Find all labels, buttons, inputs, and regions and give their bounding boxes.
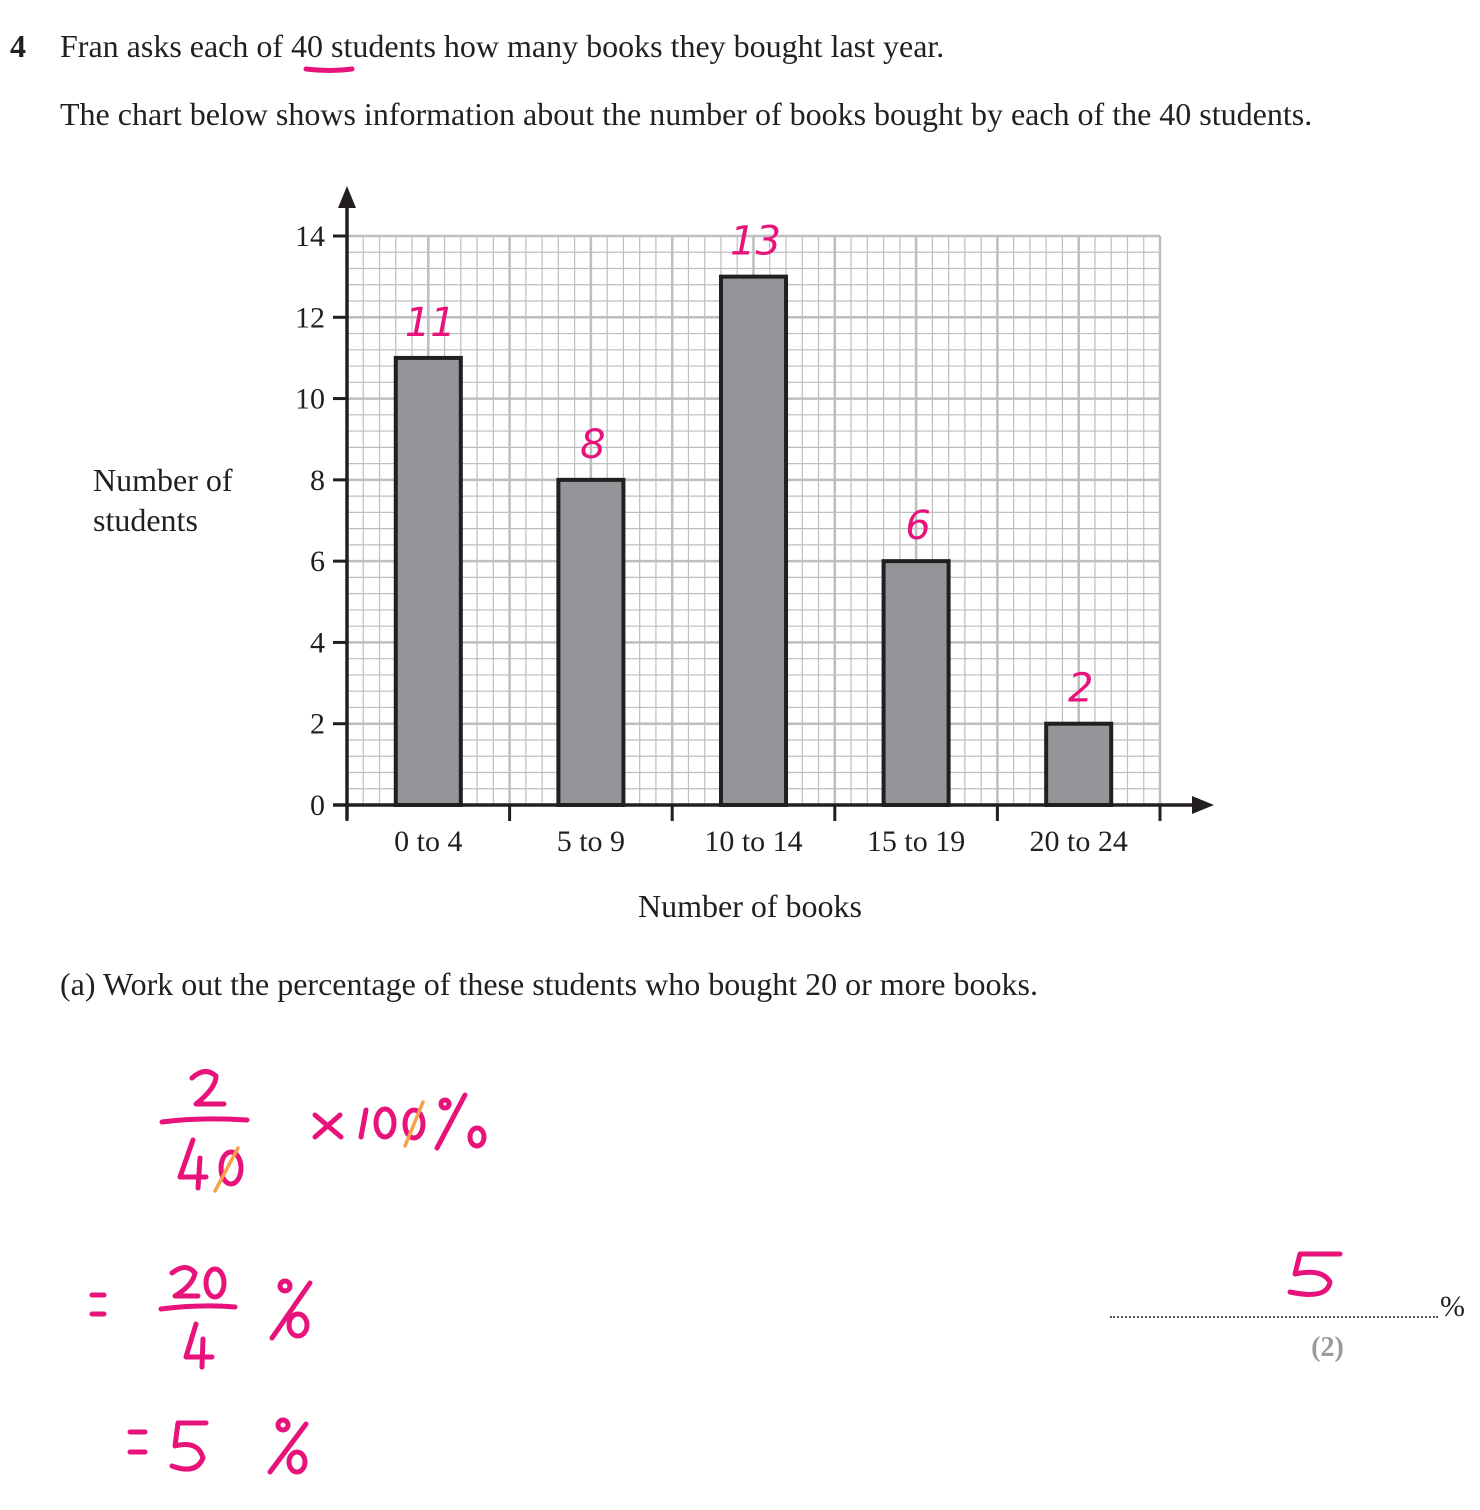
x-tick-label: 0 to 4 xyxy=(394,825,463,858)
question-description: The chart below shows information about the number of books bought by each of the 40 students. xyxy=(60,96,1313,132)
handwritten-working-step3 xyxy=(130,1420,306,1472)
y-tick-label: 2 xyxy=(310,707,325,741)
part-a-question: (a) Work out the percentage of these students who bought 20 or more books. xyxy=(60,966,1038,1002)
handwritten-bar-label: 6 xyxy=(905,503,931,550)
question-number: 4 xyxy=(10,28,26,64)
y-tick-label: 14 xyxy=(295,220,325,253)
y-tick-label: 10 xyxy=(295,382,325,416)
handwritten-working-step2 xyxy=(92,1268,310,1368)
marks-label: (2) xyxy=(1311,1332,1344,1363)
x-axis-label: Number of books xyxy=(638,888,862,924)
bar-0-to-4 xyxy=(396,358,461,805)
y-tick-label: 4 xyxy=(310,626,325,660)
x-tick-label: 10 to 14 xyxy=(704,825,803,858)
bar-5-to-9 xyxy=(558,480,623,805)
handwritten-bar-label: 13 xyxy=(730,218,781,265)
y-tick-label: 8 xyxy=(310,463,325,497)
bar-10-to-14 xyxy=(721,277,786,805)
y-axis-label: Number of students xyxy=(93,462,233,538)
handwritten-underline xyxy=(306,69,352,71)
bar-20-to-24 xyxy=(1046,724,1111,805)
handwritten-bar-label: 2 xyxy=(1067,665,1094,712)
x-axis-arrow xyxy=(1192,796,1214,814)
handwritten-bar-label: 11 xyxy=(404,299,456,346)
x-tick-label: 20 to 24 xyxy=(1029,825,1128,858)
question-intro: Fran asks each of 40 students how many books they bought last year. xyxy=(60,28,945,64)
y-tick-label: 0 xyxy=(310,789,325,822)
bar-15-to-19 xyxy=(884,561,949,805)
percent-sign: % xyxy=(1440,1290,1465,1323)
handwritten-working-fraction xyxy=(162,1071,484,1191)
answer-line xyxy=(1110,1316,1438,1318)
handwritten-bar-label: 8 xyxy=(580,421,606,468)
y-tick-label: 12 xyxy=(295,301,325,335)
x-tick-label: 15 to 19 xyxy=(866,825,966,858)
x-tick-label: 5 to 9 xyxy=(556,825,626,858)
y-tick-label: 6 xyxy=(310,545,325,579)
y-axis-arrow xyxy=(338,186,356,208)
handwritten-answer-5 xyxy=(1290,1254,1340,1294)
